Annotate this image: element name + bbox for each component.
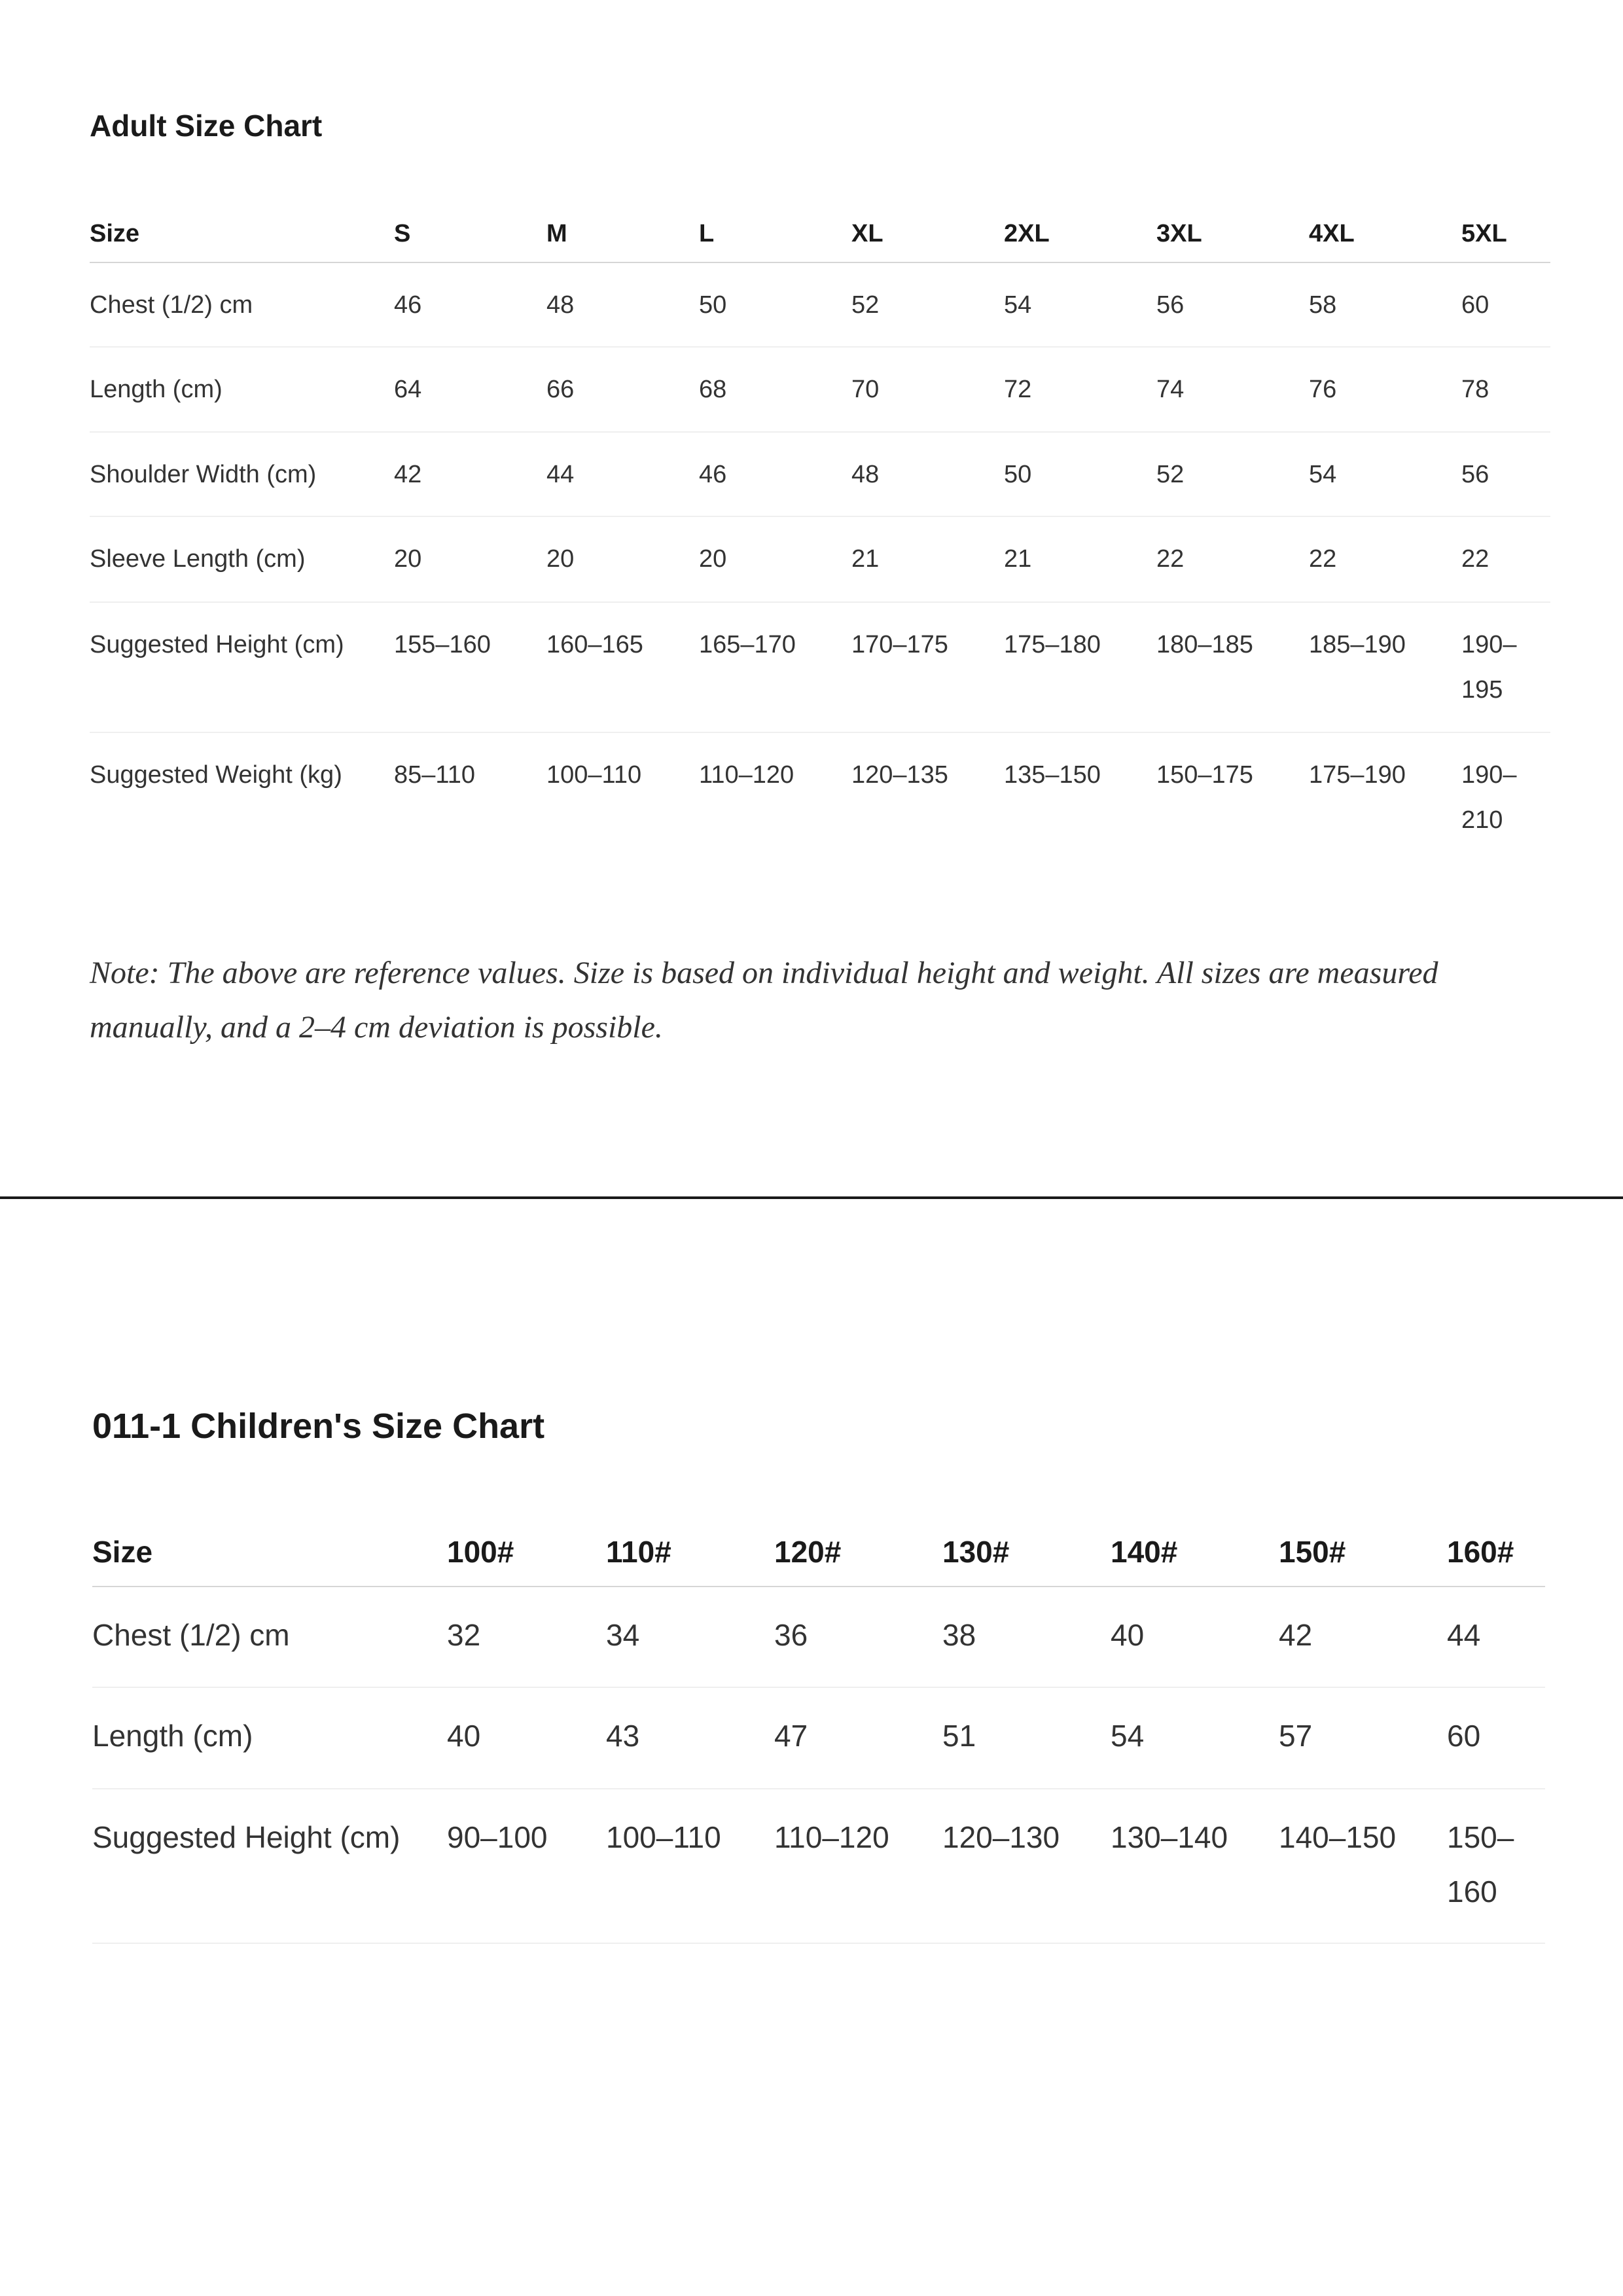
table-cell: 90–100	[447, 1789, 606, 1943]
row-label: Suggested Height (cm)	[92, 1789, 447, 1943]
table-header-row	[90, 200, 1550, 262]
table-cell: 47	[774, 1687, 942, 1789]
table-cell: 54	[1111, 1687, 1279, 1789]
table-row	[90, 516, 1550, 602]
column-header: S	[394, 200, 546, 262]
table-row	[90, 432, 1550, 516]
table-row	[92, 1789, 1545, 1943]
table-cell: 43	[606, 1687, 774, 1789]
column-header: Size	[92, 1518, 447, 1587]
table-cell: 20	[699, 516, 851, 602]
table-cell: 22	[1309, 516, 1461, 602]
table-row	[90, 732, 1550, 850]
column-header: M	[546, 200, 699, 262]
table-cell: 110–120	[774, 1789, 942, 1943]
table-cell: 135–150	[1004, 761, 1101, 789]
column-header: 2XL	[1004, 200, 1156, 262]
row-label: Suggested Height (cm)	[90, 602, 394, 732]
table-cell: 32	[447, 1587, 606, 1687]
children-chart-title: 011-1 Children's Size Chart	[92, 1407, 545, 1446]
table-cell: 38	[942, 1587, 1111, 1687]
table-cell: 40	[1111, 1587, 1279, 1687]
table-cell: 21	[1004, 516, 1156, 602]
table-cell: 34	[606, 1587, 774, 1687]
table-cell: 190–195	[1461, 602, 1550, 732]
column-header: Size	[90, 200, 394, 262]
sizing-note: Note: The above are reference values. Size is based on individual height and weight. All sizes are measured manually, and a 2–4 cm deviation is possible.	[90, 956, 1438, 1045]
column-header: 5XL	[1461, 200, 1550, 262]
table-cell: 60	[1447, 1687, 1545, 1789]
table-cell: 150–160	[1447, 1789, 1545, 1943]
table-cell: 54	[1309, 432, 1461, 516]
section-divider	[0, 1196, 1623, 1199]
table-cell: 56	[1156, 262, 1309, 347]
table-cell: 57	[1279, 1687, 1447, 1789]
table-cell: 40	[447, 1687, 606, 1789]
table-cell: 130–140	[1111, 1789, 1279, 1943]
column-header: 4XL	[1309, 200, 1461, 262]
table-row	[92, 1687, 1545, 1789]
table-cell: 78	[1461, 347, 1550, 432]
row-label: Length (cm)	[92, 1687, 447, 1789]
table-cell: 54	[1004, 262, 1156, 347]
table-cell: 155–160	[394, 602, 546, 732]
table-cell: 48	[546, 262, 699, 347]
row-label: Sleeve Length (cm)	[90, 516, 394, 602]
table-cell: 46	[394, 262, 546, 347]
table-cell: 72	[1004, 347, 1156, 432]
table-row	[92, 1587, 1545, 1687]
table-cell: 160–165	[546, 602, 699, 732]
table-cell: 110–120	[699, 761, 794, 789]
table-cell: 42	[1279, 1587, 1447, 1687]
table-cell: 175–180	[1004, 602, 1156, 732]
table-cell: 42	[394, 432, 546, 516]
table-cell: 120–130	[942, 1789, 1111, 1943]
column-header: 160#	[1447, 1518, 1545, 1587]
table-cell: 20	[546, 516, 699, 602]
table-cell: 50	[699, 262, 851, 347]
table-cell: 52	[1156, 432, 1309, 516]
column-header: XL	[851, 200, 1004, 262]
table-cell: 140–150	[1279, 1789, 1447, 1943]
table-cell: 22	[1461, 516, 1550, 602]
table-cell: 21	[851, 516, 1004, 602]
table-cell: 60	[1461, 262, 1550, 347]
table-cell: 175–190	[1309, 761, 1406, 789]
table-cell: 76	[1309, 347, 1461, 432]
column-header: 110#	[606, 1518, 774, 1587]
column-header: 100#	[447, 1518, 606, 1587]
table-row	[90, 602, 1550, 732]
table-cell: 20	[394, 516, 546, 602]
column-header: 140#	[1111, 1518, 1279, 1587]
table-cell: 74	[1156, 347, 1309, 432]
table-cell: 46	[699, 432, 851, 516]
row-label: Length (cm)	[90, 347, 394, 432]
table-cell: 51	[942, 1687, 1111, 1789]
column-header: L	[699, 200, 851, 262]
row-label: Shoulder Width (cm)	[90, 432, 394, 516]
row-label: Suggested Weight (kg)	[90, 761, 342, 789]
table-cell: 100–110	[546, 761, 642, 789]
table-cell: 70	[851, 347, 1004, 432]
table-row	[90, 262, 1550, 347]
table-cell: 44	[546, 432, 699, 516]
table-cell: 165–170	[699, 602, 851, 732]
table-cell: 68	[699, 347, 851, 432]
column-header: 120#	[774, 1518, 942, 1587]
table-cell: 100–110	[606, 1789, 774, 1943]
table-cell: 185–190	[1309, 602, 1461, 732]
table-cell: 48	[851, 432, 1004, 516]
children-size-table	[92, 1518, 1545, 1944]
table-header-row	[92, 1518, 1545, 1587]
row-label: Chest (1/2) cm	[92, 1587, 447, 1687]
table-cell: 180–185	[1156, 602, 1309, 732]
table-cell: 120–135	[851, 761, 948, 789]
row-label: Chest (1/2) cm	[90, 262, 394, 347]
column-header: 150#	[1279, 1518, 1447, 1587]
table-cell: 44	[1447, 1587, 1545, 1687]
adult-chart-title: Adult Size Chart	[90, 109, 323, 143]
table-cell: 66	[546, 347, 699, 432]
adult-size-table	[90, 200, 1550, 850]
table-cell: 36	[774, 1587, 942, 1687]
table-cell: 85–110	[394, 761, 475, 789]
table-cell: 150–175	[1156, 761, 1253, 789]
table-cell: 58	[1309, 262, 1461, 347]
table-cell: 50	[1004, 432, 1156, 516]
column-header: 130#	[942, 1518, 1111, 1587]
table-cell: 64	[394, 347, 546, 432]
table-cell: 190–210	[1461, 761, 1517, 834]
table-cell: 56	[1461, 432, 1550, 516]
table-cell: 22	[1156, 516, 1309, 602]
table-cell: 170–175	[851, 602, 1004, 732]
table-row	[90, 347, 1550, 432]
column-header: 3XL	[1156, 200, 1309, 262]
table-cell: 52	[851, 262, 1004, 347]
